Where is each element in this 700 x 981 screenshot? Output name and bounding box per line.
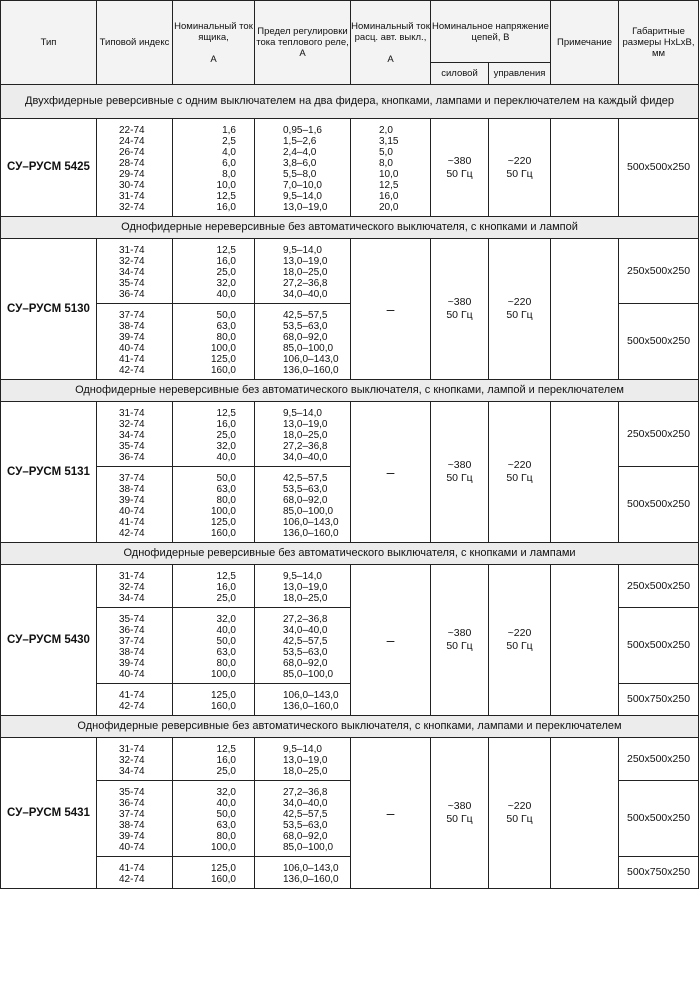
dims-cell: 250x500x250 — [619, 402, 699, 467]
range-list-item: 9,5–14,0 — [283, 245, 322, 256]
index-list-item: 39-74 — [119, 831, 145, 842]
range-list-item: 136,0–160,0 — [283, 874, 339, 885]
index-list — [97, 565, 173, 608]
index-list-item: 37-74 — [119, 636, 145, 647]
range-list-item: 9,5–14,0 — [283, 191, 322, 202]
index-list-item: 42-74 — [119, 701, 145, 712]
breaker-list-item: 5,0 — [379, 147, 393, 158]
range-list-item: 42,5–57,5 — [283, 473, 328, 484]
section-title: Однофидерные реверсивные без автоматического выключателя, с кнопками и лампами — [1, 543, 699, 565]
range-list — [255, 402, 351, 467]
breaker-cell: – — [351, 402, 431, 543]
current-list-item: 12,5 — [216, 408, 236, 419]
range-list-item: 106,0–143,0 — [283, 690, 339, 701]
current-list — [173, 684, 255, 716]
data-row — [1, 119, 699, 217]
range-list-item: 136,0–160,0 — [283, 528, 339, 539]
current-list-item: 32,0 — [216, 441, 236, 452]
section-title-row — [1, 85, 699, 119]
current-list-item: 6,0 — [222, 158, 236, 169]
control-cell: ~220 50 Гц — [489, 402, 551, 543]
type-cell: СУ–РУСМ 5431 — [1, 738, 97, 889]
range-list-item: 13,0–19,0 — [283, 755, 328, 766]
current-list-item: 25,0 — [216, 430, 236, 441]
current-list-item: 16,0 — [216, 419, 236, 430]
current-list — [173, 781, 255, 857]
dims-cell: 250x500x250 — [619, 738, 699, 781]
index-list-item: 31-74 — [119, 191, 145, 202]
current-list-item: 40,0 — [216, 625, 236, 636]
section-title: Однофидерные реверсивные без автоматического выключателя, с кнопками, лампами и переключателем — [1, 716, 699, 738]
index-list-item: 22-74 — [119, 125, 145, 136]
current-list-item: 125,0 — [210, 517, 236, 528]
col-index: Типовой индекс — [97, 1, 173, 85]
dims-cell: 500x500x250 — [619, 304, 699, 380]
index-list-item: 37-74 — [119, 809, 145, 820]
current-list-item: 125,0 — [210, 354, 236, 365]
current-list — [173, 402, 255, 467]
range-list-item: 68,0–92,0 — [283, 658, 328, 669]
range-list-item: 9,5–14,0 — [283, 571, 322, 582]
index-list — [97, 467, 173, 543]
index-list — [97, 402, 173, 467]
index-list-item: 34-74 — [119, 766, 145, 777]
index-list-item: 35-74 — [119, 278, 145, 289]
dims-cell: 500x500x250 — [619, 119, 699, 217]
current-list-item: 32,0 — [216, 614, 236, 625]
index-list — [97, 304, 173, 380]
index-list-item: 40-74 — [119, 343, 145, 354]
current-list-item: 50,0 — [216, 809, 236, 820]
breaker-list-item: 10,0 — [379, 169, 399, 180]
range-list-item: 53,5–63,0 — [283, 820, 328, 831]
current-list — [173, 304, 255, 380]
breaker-list-item: 12,5 — [379, 180, 399, 191]
index-list-item: 37-74 — [119, 310, 145, 321]
current-list-item: 25,0 — [216, 593, 236, 604]
range-list-item: 13,0–19,0 — [283, 256, 328, 267]
control-cell: ~220 50 Гц — [489, 119, 551, 217]
breaker-list-item: 2,0 — [379, 125, 393, 136]
dims-cell: 250x500x250 — [619, 565, 699, 608]
range-list-item: 34,0–40,0 — [283, 625, 328, 636]
index-list-item: 37-74 — [119, 473, 145, 484]
section-title-row — [1, 217, 699, 239]
control-cell: ~220 50 Гц — [489, 239, 551, 380]
index-list-item: 36-74 — [119, 452, 145, 463]
current-list-item: 80,0 — [216, 658, 236, 669]
current-list-item: 32,0 — [216, 278, 236, 289]
range-list-item: 53,5–63,0 — [283, 647, 328, 658]
range-list-item: 42,5–57,5 — [283, 636, 328, 647]
col-breaker-label: Номинальный ток расц. авт. выкл., — [351, 20, 430, 43]
current-list-item: 50,0 — [216, 473, 236, 484]
range-list-item: 53,5–63,0 — [283, 321, 328, 332]
range-list-item: 18,0–25,0 — [283, 267, 328, 278]
current-list-item: 63,0 — [216, 647, 236, 658]
range-list-item: 85,0–100,0 — [283, 669, 334, 680]
index-list-item: 31-74 — [119, 571, 145, 582]
range-list-item: 1,5–2,6 — [283, 136, 317, 147]
range-list-item: 18,0–25,0 — [283, 430, 328, 441]
range-list-item: 106,0–143,0 — [283, 517, 339, 528]
current-list-item: 80,0 — [216, 831, 236, 842]
current-list-item: 12,5 — [216, 245, 236, 256]
range-list-item: 7,0–10,0 — [283, 180, 322, 191]
col-relay-range — [255, 1, 351, 85]
index-list-item: 42-74 — [119, 528, 145, 539]
index-list-item: 30-74 — [119, 180, 145, 191]
index-list-item: 36-74 — [119, 625, 145, 636]
index-list — [97, 781, 173, 857]
control-cell: ~220 50 Гц — [489, 565, 551, 716]
index-list-item: 41-74 — [119, 517, 145, 528]
current-list-item: 10,0 — [216, 180, 236, 191]
range-list-item: 13,0–19,0 — [283, 202, 328, 213]
index-list-item: 39-74 — [119, 332, 145, 343]
range-list-item: 13,0–19,0 — [283, 582, 328, 593]
range-list — [255, 738, 351, 781]
power-cell: ~380 50 Гц — [431, 738, 489, 889]
range-list-item: 27,2–36,8 — [283, 278, 328, 289]
range-list-item: 34,0–40,0 — [283, 798, 328, 809]
range-list-item: 9,5–14,0 — [283, 744, 322, 755]
type-cell: СУ–РУСМ 5425 — [1, 119, 97, 217]
current-list-item: 32,0 — [216, 787, 236, 798]
index-list-item: 42-74 — [119, 365, 145, 376]
range-list — [255, 684, 351, 716]
range-list-item: 3,8–6,0 — [283, 158, 317, 169]
index-list-item: 41-74 — [119, 354, 145, 365]
range-list-item: 27,2–36,8 — [283, 614, 328, 625]
current-list-item: 40,0 — [216, 289, 236, 300]
current-list-item: 160,0 — [210, 701, 236, 712]
range-list-item: 27,2–36,8 — [283, 787, 328, 798]
current-list-item: 8,0 — [222, 169, 236, 180]
col-voltage: Номинальное напряжение цепей, В — [431, 1, 551, 63]
range-list-item: 85,0–100,0 — [283, 343, 334, 354]
index-list-item: 42-74 — [119, 874, 145, 885]
note-cell — [551, 402, 619, 543]
index-list-item: 32-74 — [119, 582, 145, 593]
current-list-item: 12,5 — [216, 744, 236, 755]
current-list-item: 100,0 — [210, 842, 236, 853]
index-list-item: 24-74 — [119, 136, 145, 147]
header-row — [1, 1, 699, 63]
index-list-item: 39-74 — [119, 658, 145, 669]
range-list — [255, 781, 351, 857]
current-list — [173, 857, 255, 889]
current-list-item: 16,0 — [216, 582, 236, 593]
current-list-item: 125,0 — [210, 863, 236, 874]
current-list-item: 50,0 — [216, 636, 236, 647]
col-breaker-unit: А — [387, 53, 394, 65]
index-list — [97, 119, 173, 217]
current-list-item: 160,0 — [210, 365, 236, 376]
index-list-item: 35-74 — [119, 441, 145, 452]
breaker-list-item: 16,0 — [379, 191, 399, 202]
note-cell — [551, 565, 619, 716]
index-list — [97, 857, 173, 889]
index-list-item: 28-74 — [119, 158, 145, 169]
data-row — [1, 738, 699, 781]
dims-cell: 500x500x250 — [619, 608, 699, 684]
range-list-item: 34,0–40,0 — [283, 452, 328, 463]
index-list-item: 38-74 — [119, 484, 145, 495]
range-list-item: 136,0–160,0 — [283, 365, 339, 376]
index-list-item: 32-74 — [119, 755, 145, 766]
current-list-item: 40,0 — [216, 452, 236, 463]
power-cell: ~380 50 Гц — [431, 565, 489, 716]
range-list-item: 0,95–1,6 — [283, 125, 322, 136]
range-list — [255, 467, 351, 543]
current-list-item: 63,0 — [216, 484, 236, 495]
range-list-item: 53,5–63,0 — [283, 484, 328, 495]
current-list-item: 80,0 — [216, 495, 236, 506]
col-box-current-label: Номинальный ток ящика, — [174, 20, 253, 43]
range-list-item: 2,4–4,0 — [283, 147, 317, 158]
current-list-item: 80,0 — [216, 332, 236, 343]
index-list-item: 31-74 — [119, 744, 145, 755]
dims-cell: 500x500x250 — [619, 781, 699, 857]
power-cell: ~380 50 Гц — [431, 119, 489, 217]
range-list-item: 68,0–92,0 — [283, 332, 328, 343]
control-cell: ~220 50 Гц — [489, 738, 551, 889]
range-list-item: 5,5–8,0 — [283, 169, 317, 180]
current-list-item: 16,0 — [216, 256, 236, 267]
col-box-current-unit: А — [210, 53, 217, 65]
index-list — [97, 239, 173, 304]
current-list-item: 12,5 — [216, 191, 236, 202]
col-note: Примечание — [551, 1, 619, 85]
index-list-item: 40-74 — [119, 842, 145, 853]
range-list-item: 85,0–100,0 — [283, 842, 334, 853]
range-list-item: 106,0–143,0 — [283, 863, 339, 874]
range-list — [255, 119, 351, 217]
current-list-item: 160,0 — [210, 528, 236, 539]
index-list-item: 41-74 — [119, 863, 145, 874]
section-title-row — [1, 543, 699, 565]
index-list-item: 29-74 — [119, 169, 145, 180]
current-list-item: 100,0 — [210, 506, 236, 517]
index-list-item: 39-74 — [119, 495, 145, 506]
current-list-item: 50,0 — [216, 310, 236, 321]
current-list — [173, 608, 255, 684]
type-cell: СУ–РУСМ 5131 — [1, 402, 97, 543]
current-list-item: 100,0 — [210, 343, 236, 354]
section-title: Однофидерные нереверсивные без автоматического выключателя, с кнопками и лампой — [1, 217, 699, 239]
index-list-item: 32-74 — [119, 419, 145, 430]
index-list-item: 40-74 — [119, 506, 145, 517]
index-list-item: 34-74 — [119, 593, 145, 604]
range-list-item: 9,5–14,0 — [283, 408, 322, 419]
range-list-item: 68,0–92,0 — [283, 831, 328, 842]
data-row — [1, 565, 699, 608]
current-list-item: 2,5 — [222, 136, 236, 147]
breaker-list-item: 3,15 — [379, 136, 399, 147]
index-list-item: 32-74 — [119, 202, 145, 213]
note-cell — [551, 239, 619, 380]
current-list — [173, 119, 255, 217]
range-list-item: 18,0–25,0 — [283, 593, 328, 604]
index-list-item: 34-74 — [119, 430, 145, 441]
range-list-item: 42,5–57,5 — [283, 310, 328, 321]
current-list — [173, 738, 255, 781]
range-list-item: 106,0–143,0 — [283, 354, 339, 365]
power-cell: ~380 50 Гц — [431, 402, 489, 543]
range-list-item: 136,0–160,0 — [283, 701, 339, 712]
col-relay-range-unit: А — [299, 48, 306, 59]
index-list-item: 38-74 — [119, 321, 145, 332]
range-list — [255, 239, 351, 304]
range-list — [255, 857, 351, 889]
range-list-item: 18,0–25,0 — [283, 766, 328, 777]
breaker-list — [351, 119, 431, 217]
range-list-item: 13,0–19,0 — [283, 419, 328, 430]
index-list — [97, 608, 173, 684]
dims-cell: 250x500x250 — [619, 239, 699, 304]
index-list-item: 35-74 — [119, 614, 145, 625]
range-list — [255, 565, 351, 608]
col-breaker — [351, 1, 431, 85]
note-cell — [551, 119, 619, 217]
range-list-item: 42,5–57,5 — [283, 809, 328, 820]
note-cell — [551, 738, 619, 889]
index-list-item: 26-74 — [119, 147, 145, 158]
index-list-item: 36-74 — [119, 798, 145, 809]
section-title-row — [1, 716, 699, 738]
breaker-cell: – — [351, 239, 431, 380]
breaker-cell: – — [351, 738, 431, 889]
col-box-current — [173, 1, 255, 85]
dims-cell: 500x750x250 — [619, 684, 699, 716]
type-cell: СУ–РУСМ 5430 — [1, 565, 97, 716]
current-list-item: 40,0 — [216, 798, 236, 809]
range-list-item: 85,0–100,0 — [283, 506, 334, 517]
current-list-item: 125,0 — [210, 690, 236, 701]
section-title: Однофидерные нереверсивные без автоматического выключателя, с кнопками, лампой и переключателем — [1, 380, 699, 402]
col-dims: Габаритные размеры HxLxB, мм — [619, 1, 699, 85]
current-list-item: 1,6 — [222, 125, 236, 136]
breaker-cell: – — [351, 565, 431, 716]
current-list-item: 160,0 — [210, 874, 236, 885]
range-list-item: 27,2–36,8 — [283, 441, 328, 452]
range-list — [255, 608, 351, 684]
index-list — [97, 684, 173, 716]
index-list-item: 41-74 — [119, 690, 145, 701]
index-list-item: 38-74 — [119, 820, 145, 831]
index-list-item: 40-74 — [119, 669, 145, 680]
current-list — [173, 467, 255, 543]
data-row — [1, 239, 699, 304]
dims-cell: 500x500x250 — [619, 467, 699, 543]
index-list — [97, 738, 173, 781]
current-list-item: 16,0 — [216, 755, 236, 766]
breaker-list-item: 20,0 — [379, 202, 399, 213]
index-list-item: 38-74 — [119, 647, 145, 658]
section-title-row — [1, 380, 699, 402]
index-list-item: 31-74 — [119, 408, 145, 419]
current-list-item: 16,0 — [216, 202, 236, 213]
data-row — [1, 402, 699, 467]
power-cell: ~380 50 Гц — [431, 239, 489, 380]
range-list — [255, 304, 351, 380]
range-list-item: 68,0–92,0 — [283, 495, 328, 506]
index-list-item: 31-74 — [119, 245, 145, 256]
current-list-item: 25,0 — [216, 766, 236, 777]
current-list-item: 12,5 — [216, 571, 236, 582]
index-list-item: 36-74 — [119, 289, 145, 300]
dims-cell: 500x750x250 — [619, 857, 699, 889]
col-relay-range-label: Предел регулировки тока теплового реле, — [256, 26, 349, 48]
col-power: силовой — [431, 63, 489, 85]
col-control: управления — [489, 63, 551, 85]
current-list-item: 63,0 — [216, 321, 236, 332]
col-type: Тип — [1, 1, 97, 85]
section-title: Двухфидерные реверсивные с одним выключателем на два фидера, кнопками, лампами и переключателем на каждый фидер — [1, 85, 699, 119]
current-list — [173, 239, 255, 304]
index-list-item: 34-74 — [119, 267, 145, 278]
current-list-item: 100,0 — [210, 669, 236, 680]
index-list-item: 32-74 — [119, 256, 145, 267]
current-list-item: 25,0 — [216, 267, 236, 278]
breaker-list-item: 8,0 — [379, 158, 393, 169]
current-list-item: 4,0 — [222, 147, 236, 158]
type-cell: СУ–РУСМ 5130 — [1, 239, 97, 380]
current-list-item: 63,0 — [216, 820, 236, 831]
index-list-item: 35-74 — [119, 787, 145, 798]
current-list — [173, 565, 255, 608]
range-list-item: 34,0–40,0 — [283, 289, 328, 300]
